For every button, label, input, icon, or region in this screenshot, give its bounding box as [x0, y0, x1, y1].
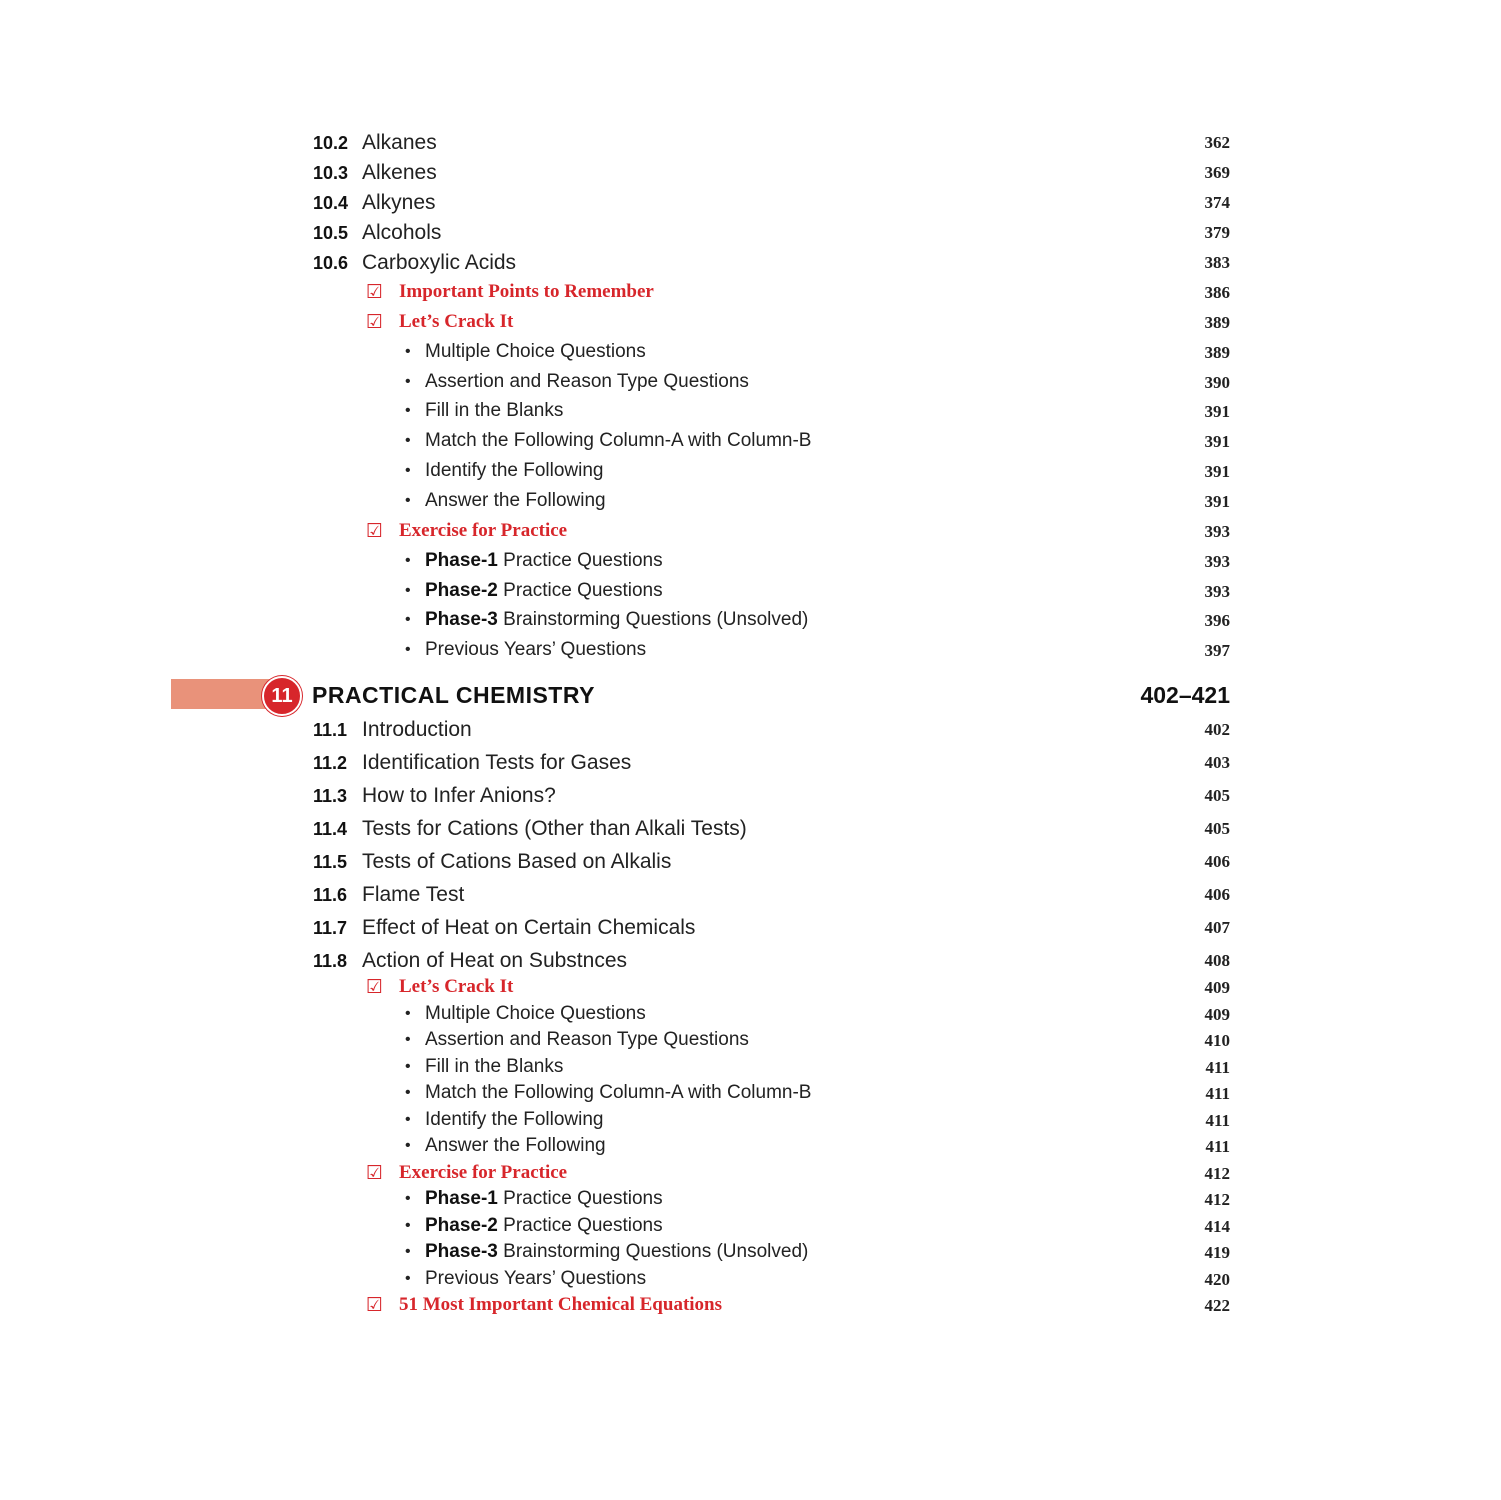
list-item: [425, 1056, 563, 1078]
phase-label: Phase-1: [425, 1188, 498, 1209]
list-item-text: Identify the Following: [425, 1108, 604, 1130]
page-number: 405: [1204, 786, 1230, 805]
highlight-heading: Important Points to Remember: [399, 281, 654, 302]
checkbox-icon: ☑: [366, 282, 384, 303]
list-item-text: Practice Questions: [497, 1188, 663, 1209]
list-item: [425, 1082, 812, 1104]
section-title: Identification Tests for Gases: [362, 751, 632, 774]
page-number: 403: [1204, 753, 1230, 772]
bullet-icon: •: [405, 1137, 411, 1154]
section-number: 10.4: [313, 193, 349, 213]
checkbox-icon: ☑: [366, 520, 384, 542]
section-number: 11.8: [313, 951, 348, 971]
page-number: 396: [1204, 611, 1230, 631]
list-item-text: Identify the Following: [425, 460, 604, 482]
highlight-heading: 51 Most Important Chemical Equations: [399, 1294, 723, 1315]
list-item-text: Practice Questions: [497, 579, 663, 601]
page-number: 406: [1204, 885, 1230, 904]
section-title: Alkenes: [362, 161, 437, 184]
list-item-text: Brainstorming Questions (Unsolved): [497, 609, 809, 631]
section-number: 11.1: [313, 720, 348, 740]
page-number: 397: [1204, 641, 1230, 661]
page-number: 420: [1204, 1269, 1230, 1289]
page-number: 412: [1204, 1163, 1230, 1183]
section-title: Tests for Cations (Other than Alkali Tests): [362, 817, 747, 840]
page-number: 379: [1204, 223, 1230, 242]
section-number: 10.6: [313, 253, 349, 273]
page-number: 369: [1204, 163, 1230, 182]
list-item-text: Fill in the Blanks: [425, 400, 564, 422]
section-title: Tests of Cations Based on Alkalis: [362, 850, 672, 873]
list-item-text: Fill in the Blanks: [425, 1055, 564, 1077]
list-item: [425, 639, 646, 661]
checkbox-icon: ☑: [366, 1295, 384, 1316]
bullet-icon: •: [405, 1216, 411, 1234]
bullet-icon: •: [405, 1269, 411, 1287]
chapter-bar: [171, 679, 271, 709]
list-item-text: Practice Questions: [497, 1214, 663, 1236]
bullet-icon: •: [405, 581, 411, 599]
bullet-icon: •: [405, 432, 411, 450]
page-number: 383: [1204, 253, 1230, 272]
bullet-icon: •: [405, 342, 411, 360]
page-number: 414: [1204, 1216, 1230, 1236]
list-item: [425, 1109, 604, 1131]
section-number: 11.6: [313, 885, 348, 905]
list-item-text: Match the Following Column-A with Column-B: [425, 430, 812, 452]
list-item: [425, 1215, 663, 1237]
section-title: Action of Heat on Substnces: [362, 949, 627, 972]
checkbox-icon: ☑: [366, 977, 384, 998]
page-number: 389: [1204, 312, 1230, 332]
list-item: [425, 400, 563, 422]
page-number: 390: [1204, 372, 1230, 392]
page-number: 412: [1204, 1190, 1230, 1209]
list-item-text: Assertion and Reason Type Questions: [425, 370, 749, 392]
page-number: 391: [1204, 402, 1230, 422]
bullet-icon: •: [405, 1190, 411, 1207]
page-number: 374: [1204, 193, 1230, 212]
section-number: 11.3: [313, 786, 348, 806]
page-number: 422: [1204, 1296, 1230, 1315]
list-item-text: Answer the Following: [425, 489, 606, 511]
list-item-text: Previous Years’ Questions: [425, 1267, 647, 1289]
page-number: 410: [1204, 1031, 1230, 1050]
page-number: 391: [1204, 462, 1230, 482]
list-item: [425, 460, 604, 482]
page-number: 389: [1204, 342, 1230, 362]
page-number: 407: [1204, 918, 1230, 937]
list-item: [425, 1029, 749, 1051]
checkbox-icon: ☑: [366, 1162, 384, 1184]
list-item: [425, 490, 606, 512]
section-title: Alkynes: [362, 191, 436, 214]
chapter-page-range: 402–421: [1140, 682, 1230, 708]
page-number: 406: [1204, 852, 1230, 871]
page-number: 391: [1204, 432, 1230, 452]
section-number: 11.5: [313, 852, 348, 872]
page-number: 419: [1204, 1243, 1230, 1262]
page-number: 391: [1204, 491, 1230, 511]
list-item-text: Answer the Following: [425, 1135, 606, 1156]
list-item: [425, 341, 646, 363]
list-item-text: Previous Years’ Questions: [425, 639, 647, 661]
list-item: [425, 1188, 663, 1210]
highlight-heading: Let’s Crack It: [399, 976, 514, 997]
page-number: 405: [1204, 819, 1230, 838]
bullet-icon: •: [405, 1084, 411, 1101]
page-number: 393: [1204, 521, 1230, 541]
section-number: 10.2: [313, 133, 349, 153]
list-item-text: Practice Questions: [497, 549, 663, 571]
list-item: [425, 1268, 646, 1290]
phase-label: Phase-1: [425, 549, 498, 571]
page-number: 411: [1205, 1084, 1230, 1103]
section-number: 11.4: [313, 819, 348, 839]
section-title: Flame Test: [362, 883, 465, 906]
page-number: 409: [1204, 978, 1230, 997]
phase-label: Phase-2: [425, 579, 498, 601]
list-item-text: Match the Following Column-A with Column-B: [425, 1082, 812, 1103]
section-number: 10.5: [313, 223, 349, 243]
page-number: 393: [1204, 581, 1230, 601]
phase-label: Phase-3: [425, 1241, 498, 1262]
list-item-text: Assertion and Reason Type Questions: [425, 1029, 749, 1050]
checkbox-icon: ☑: [366, 311, 384, 333]
list-item: [425, 430, 812, 452]
list-item: [425, 1003, 646, 1025]
list-item: [425, 371, 749, 393]
page-number: 393: [1204, 551, 1230, 571]
page-number: 411: [1205, 1137, 1230, 1156]
bullet-icon: •: [405, 1031, 411, 1048]
section-title: Carboxylic Acids: [362, 251, 517, 274]
bullet-icon: •: [405, 372, 411, 390]
bullet-icon: •: [405, 491, 411, 509]
page-number: 411: [1205, 1057, 1230, 1077]
bullet-icon: •: [405, 641, 411, 659]
list-item: [425, 580, 663, 602]
chapter-number-badge: 11: [262, 676, 302, 716]
list-item-text: Multiple Choice Questions: [425, 1002, 646, 1024]
list-item: [425, 1135, 606, 1157]
bullet-icon: •: [405, 1057, 411, 1075]
page-number: 408: [1204, 951, 1230, 970]
highlight-heading: Exercise for Practice: [399, 519, 568, 541]
phase-label: Phase-2: [425, 1214, 498, 1236]
bullet-icon: •: [405, 1110, 411, 1128]
chapter-title: PRACTICAL CHEMISTRY: [312, 682, 595, 708]
section-title: Alkanes: [362, 131, 437, 154]
page-number: 362: [1204, 133, 1230, 152]
list-item: [425, 550, 663, 572]
highlight-heading: Exercise for Practice: [399, 1161, 568, 1183]
section-title: Introduction: [362, 718, 472, 741]
bullet-icon: •: [405, 611, 411, 629]
page-number: 411: [1205, 1110, 1230, 1130]
section-title: Effect of Heat on Certain Chemicals: [362, 916, 696, 939]
section-title: How to Infer Anions?: [362, 784, 556, 807]
section-title: Alcohols: [362, 221, 442, 244]
highlight-heading: Let’s Crack It: [399, 310, 514, 332]
list-item: [425, 1241, 808, 1263]
bullet-icon: •: [405, 402, 411, 420]
section-number: 10.3: [313, 163, 349, 183]
section-number: 11.2: [313, 753, 348, 773]
list-item-text: Brainstorming Questions (Unsolved): [497, 1241, 809, 1262]
page-number: 409: [1204, 1004, 1230, 1024]
list-item-text: Multiple Choice Questions: [425, 340, 646, 362]
bullet-icon: •: [405, 462, 411, 480]
bullet-icon: •: [405, 1004, 411, 1022]
section-number: 11.7: [313, 918, 348, 938]
page-number: 386: [1204, 283, 1230, 302]
bullet-icon: •: [405, 551, 411, 569]
list-item: [425, 609, 808, 631]
phase-label: Phase-3: [425, 609, 498, 631]
page-number: 402: [1204, 720, 1230, 739]
bullet-icon: •: [405, 1243, 411, 1260]
